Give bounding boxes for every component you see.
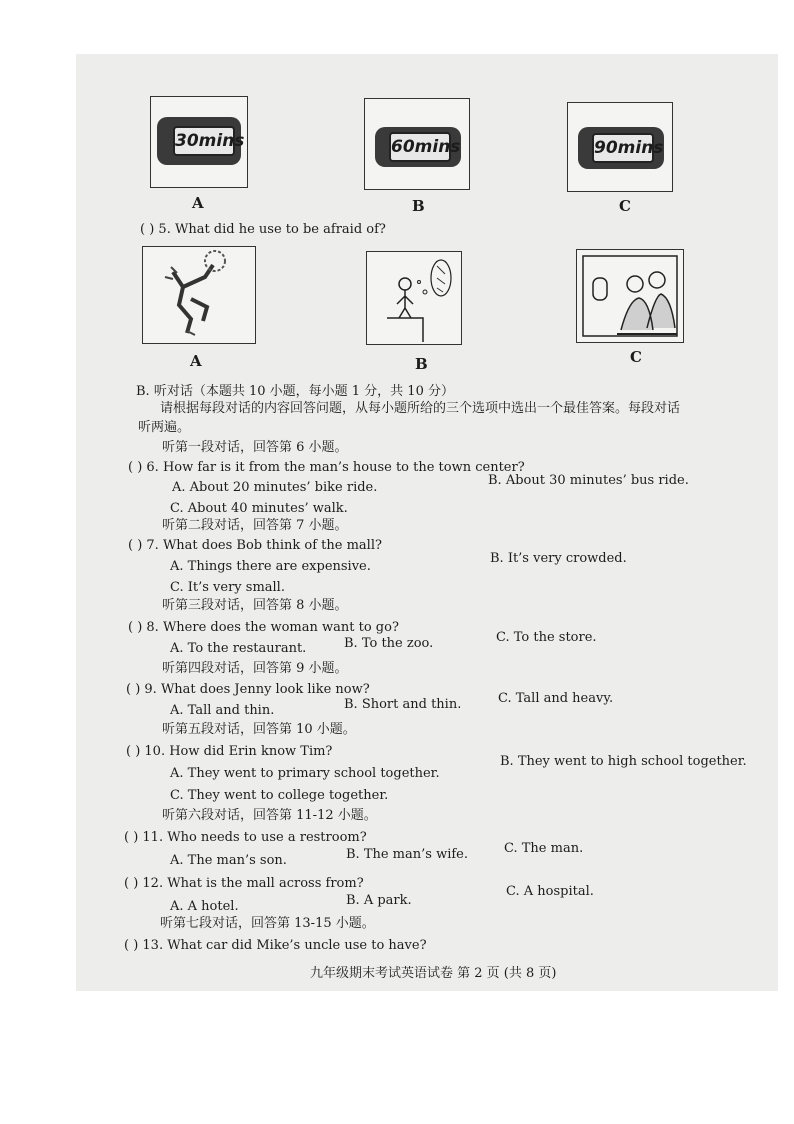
timer-label-b: B: [412, 197, 425, 215]
timer-label-c: C: [619, 197, 631, 215]
dialogue-6-intro: 听第六段对话，回答第 11-12 小题。: [162, 808, 377, 823]
question-11: ( ) 11. Who needs to use a restroom?: [124, 830, 367, 845]
picture-5b-label: B: [415, 355, 428, 373]
q8-option-b: B. To the zoo.: [344, 636, 434, 651]
q7-option-a: A. Things there are expensive.: [170, 559, 371, 574]
dialogue-2-intro: 听第二段对话，回答第 7 小题。: [162, 518, 348, 533]
q11-option-a: A. The man’s son.: [170, 853, 287, 868]
section-b-title: B. 听对话（本题共 10 小题，每小题 1 分，共 10 分）: [136, 384, 454, 399]
picture-5a-dragon: [142, 246, 256, 344]
q9-option-a: A. Tall and thin.: [170, 703, 275, 718]
question-9: ( ) 9. What does Jenny look like now?: [126, 682, 370, 697]
question-7: ( ) 7. What does Bob think of the mall?: [128, 538, 382, 553]
q10-option-c: C. They went to college together.: [170, 788, 389, 803]
q10-option-b: B. They went to high school together.: [500, 754, 747, 769]
person-on-cliff-illustration: [367, 252, 461, 344]
timer-display-c: 90mins: [592, 133, 654, 163]
section-b-instruction-2: 听两遍。: [138, 420, 191, 435]
timer-label-a: A: [192, 194, 204, 212]
question-5: ( ) 5. What did he use to be afraid of?: [140, 222, 386, 237]
dialogue-3-intro: 听第三段对话，回答第 8 小题。: [162, 598, 348, 613]
timer-picture-b: [364, 98, 470, 190]
question-10: ( ) 10. How did Erin know Tim?: [126, 744, 333, 759]
picture-5c-airplane: [576, 249, 684, 343]
question-6: ( ) 6. How far is it from the man’s house to the town center?: [128, 460, 525, 475]
exam-page: [76, 54, 778, 991]
q12-option-a: A. A hotel.: [170, 899, 239, 914]
dragon-illustration: [143, 247, 255, 343]
question-8: ( ) 8. Where does the woman want to go?: [128, 620, 399, 635]
question-12: ( ) 12. What is the mall across from?: [124, 876, 364, 891]
dialogue-5-intro: 听第五段对话，回答第 10 小题。: [162, 722, 356, 737]
q6-option-a: A. About 20 minutes’ bike ride.: [172, 480, 378, 495]
section-b-instruction: 请根据每段对话的内容回答问题，从每小题所给的三个选项中选出一个最佳答案。每段对话: [160, 401, 681, 416]
q11-option-b: B. The man’s wife.: [346, 847, 468, 862]
q12-option-b: B. A park.: [346, 893, 412, 908]
q7-option-c: C. It’s very small.: [170, 580, 285, 595]
timer-picture-a: [150, 96, 248, 188]
q10-option-a: A. They went to primary school together.: [170, 766, 440, 781]
picture-5c-label: C: [630, 348, 642, 366]
timer-display-b: 60mins: [389, 132, 451, 162]
dialogue-7-intro: 听第七段对话，回答第 13-15 小题。: [160, 916, 375, 931]
airplane-passengers-illustration: [577, 250, 683, 342]
timer-display-a: 30mins: [173, 126, 235, 156]
timer-picture-c: [567, 102, 673, 192]
q9-option-c: C. Tall and heavy.: [498, 691, 614, 706]
page-footer: 九年级期末考试英语试卷 第 2 页 (共 8 页): [310, 966, 557, 981]
q6-option-c: C. About 40 minutes’ walk.: [170, 501, 348, 516]
q7-option-b: B. It’s very crowded.: [490, 551, 627, 566]
q11-option-c: C. The man.: [504, 841, 584, 856]
picture-5a-label: A: [190, 352, 202, 370]
dialogue-4-intro: 听第四段对话，回答第 9 小题。: [162, 661, 348, 676]
question-13: ( ) 13. What car did Mike’s uncle use to have?: [124, 938, 427, 953]
dialogue-1-intro: 听第一段对话，回答第 6 小题。: [162, 440, 348, 455]
q6-option-b: B. About 30 minutes’ bus ride.: [488, 473, 689, 488]
q12-option-c: C. A hospital.: [506, 884, 594, 899]
q8-option-c: C. To the store.: [496, 630, 597, 645]
picture-5b-heights: [366, 251, 462, 345]
q8-option-a: A. To the restaurant.: [170, 641, 307, 656]
q9-option-b: B. Short and thin.: [344, 697, 462, 712]
